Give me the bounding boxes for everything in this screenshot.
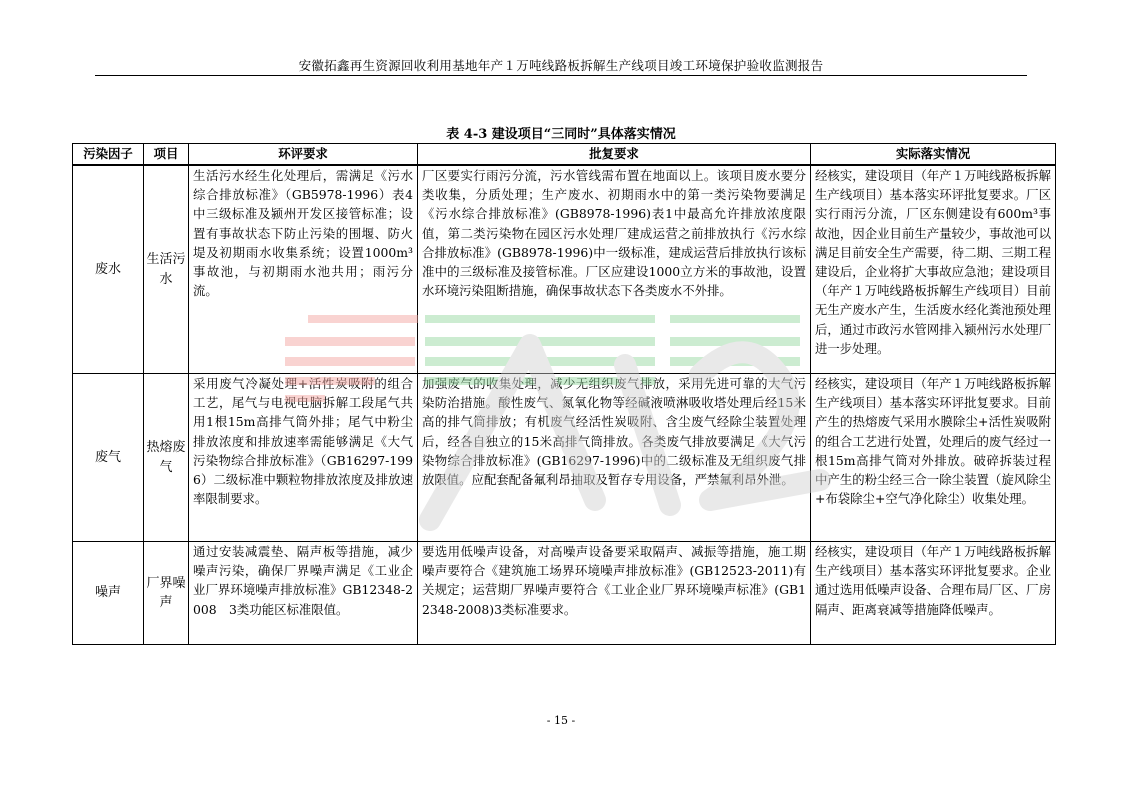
- column-header-actual: 实际落实情况: [811, 144, 1056, 166]
- page-number: - 15 -: [546, 714, 576, 727]
- eia-requirement-cell: 生活污水经生化处理后，需满足《污水综合排放标准》（GB5978-1996）表4中三级标准及颍州开发区接管标准；设置有事故状态下防止污染的围堰、防火堤及初期雨水收集系统；设置1000m³事故池，与初期雨水池共用；雨污分流。: [189, 165, 418, 374]
- eia-requirement-cell: 采用废气冷凝处理+活性炭吸附的组合工艺，尾气与电视电脑拆解工段尾气共用1根15m高排气筒外排；尾气中粉尘排放浓度和排放速率需能够满足《大气污染物综合排放标准》（GB16297-1996）二级标准中颗粒物排放浓度及排放速率限制要求。: [189, 374, 418, 542]
- actual-implementation-cell: 经核实，建设项目（年产１万吨线路板拆解生产线项目）基本落实环评批复要求。目前产生的热熔废气采用水膜除尘+活性炭吸附的组合工艺进行处置，处理后的废气经过一根15m高排气筒对外排放。破碎拆装过程中产生的粉尘经三合一除尘装置（旋风除尘+布袋除尘+空气净化除尘）收集处理。: [811, 374, 1056, 542]
- table-caption: 表 4-3 建设项目“三同时”具体落实情况: [446, 127, 676, 142]
- column-header-factor: 污染因子: [73, 144, 144, 166]
- project-item-cell: 热熔废气: [144, 374, 189, 542]
- three-simultaneous-table: [72, 143, 1056, 645]
- column-header-approval: 批复要求: [418, 144, 811, 166]
- approval-requirement-cell: 厂区要实行雨污分流，污水管线需布置在地面以上。该项目废水要分类收集，分质处理；生产废水、初期雨水中的第一类污染物要满足《污水综合排放标准》(GB8978-1996)表1中最高允许排放浓度限值，第二类污染物在园区污水处理厂建成运营之前排放执行《污水综合排放标准》(GB8978-1996)中一级标准，建成运营后排放执行该标准中的三级标准及接管标准。厂区应建设1000立方米的事故池，设置水环境污染阻断措施，确保事故状态下各类废水不外排。: [418, 165, 811, 374]
- table-row-waste-gas: [73, 374, 1056, 542]
- actual-implementation-cell: 经核实，建设项目（年产１万吨线路板拆解生产线项目）基本落实环评批复要求。厂区实行雨污分流，厂区东侧建设有600m³事故池，因企业目前生产量较少，事故池可以满足目前安全生产需要，待二期、三期工程建设后，企业将扩大事故应急池；建设项目（年产１万吨线路板拆解生产线项目）目前无生产废水产生，生活废水经化粪池预处理后，通过市政污水管网排入颍州污水处理厂进一步处理。: [811, 165, 1056, 374]
- report-header-title: 安徽拓鑫再生资源回收利用基地年产１万吨线路板拆解生产线项目竣工环境保护验收监测报告: [298, 58, 824, 73]
- header-divider: [95, 75, 1027, 76]
- actual-implementation-cell: 经核实，建设项目（年产１万吨线路板拆解生产线项目）基本落实环评批复要求。企业通过选用低噪声设备、合理布局厂区、厂房隔声、距离衰减等措施降低噪声。: [811, 542, 1056, 645]
- project-item-cell: 厂界噪声: [144, 542, 189, 645]
- approval-requirement-cell: 要选用低噪声设备，对高噪声设备要采取隔声、减振等措施，施工期噪声要符合《建筑施工场界环境噪声排放标准》(GB12523-2011)有关规定；运营期厂界噪声要符合《工业企业厂界环境噪声标准》(GB12348-2008)3类标准要求。: [418, 542, 811, 645]
- approval-requirement-cell: 加强废气的收集处理，减少无组织废气排放，采用先进可靠的大气污染防治措施。酸性废气、氮氧化物等经碱液喷淋吸收塔处理后经15米高的排气筒排放；有机废气经活性炭吸附、含尘废气经除尘装置处理后，经各自独立的15米高排气筒排放。各类废气排放要满足《大气污染物综合排放标准》(GB16297-1996)中的二级标准及无组织废气排放限值。应配套配备氟利昂抽取及暂存专用设备，严禁氟利昂外泄。: [418, 374, 811, 542]
- pollutant-factor-cell: 废水: [73, 165, 144, 374]
- column-header-eia: 环评要求: [189, 144, 418, 166]
- table-row-noise: [73, 542, 1056, 645]
- pollutant-factor-cell: 噪声: [73, 542, 144, 645]
- eia-requirement-cell: 通过安装减震垫、隔声板等措施，减少噪声污染，确保厂界噪声满足《工业企业厂界环境噪声排放标准》GB12348-2008 3类功能区标准限值。: [189, 542, 418, 645]
- column-header-item: 项目: [144, 144, 189, 166]
- project-item-cell: 生活污水: [144, 165, 189, 374]
- pollutant-factor-cell: 废气: [73, 374, 144, 542]
- table-header-row: [73, 144, 1056, 166]
- table-row-wastewater: [73, 165, 1056, 374]
